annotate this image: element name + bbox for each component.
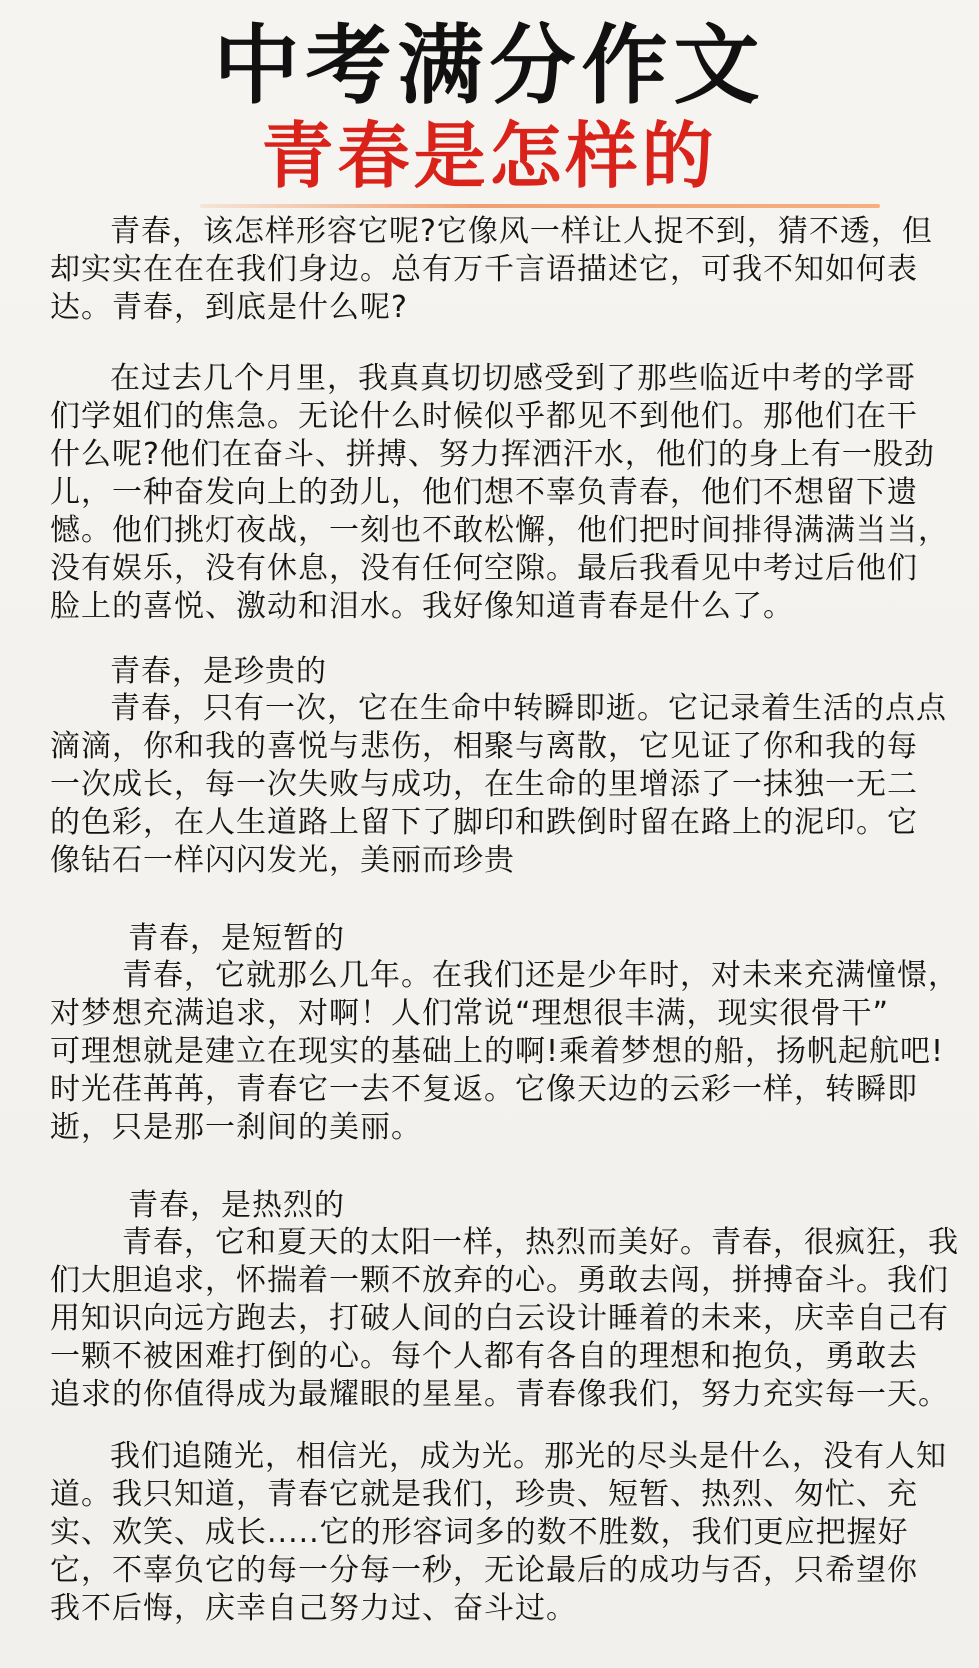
paragraph-line: 儿，一种奋发向上的劲儿，他们想不辜负青春，他们不想留下遗 <box>50 475 918 510</box>
intro-paragraph <box>50 213 933 327</box>
section-line: 像钻石一样闪闪发光，美丽而珍贵 <box>50 843 515 878</box>
page-title: 中考满分作文 <box>213 16 766 116</box>
section-line: 对梦想充满追求，对啊！人们常说“理想很丰满，现实很骨干” <box>50 996 890 1031</box>
paragraph-line: 脸上的喜悦、激动和泪水。我好像知道青春是什么了。 <box>50 589 794 624</box>
section-line: 一次成长，每一次失败与成功，在生命的里增添了一抹独一无二 <box>50 767 918 802</box>
section-body-short <box>50 957 959 1147</box>
section-heading-passionate: 青春，是热烈的 <box>128 1188 345 1223</box>
paragraph-line: 在过去几个月里，我真真切切感受到了那些临近中考的学哥 <box>110 361 916 396</box>
section-line: 一颗不被困难打倒的心。每个人都有各自的理想和抱负，勇敢去 <box>50 1339 918 1374</box>
section-line: 青春，它和夏天的太阳一样，热烈而美好。青春，很疯狂，我 <box>122 1225 959 1260</box>
section-line: 时光荏苒苒，青春它一去不复返。它像天边的云彩一样，转瞬即 <box>50 1072 918 1107</box>
section-line: 逝，只是那一刹间的美丽。 <box>50 1110 422 1145</box>
title-divider <box>200 204 880 208</box>
section-line: 可理想就是建立在现实的基础上的啊!乘着梦想的船，扬帆起航吧! <box>50 1034 945 1069</box>
section-body-passionate <box>50 1224 959 1414</box>
paragraph-line: 憾。他们挑灯夜战，一刻也不敢松懈，他们把时间排得满满当当， <box>50 513 949 548</box>
intro-line: 却实实在在在我们身边。总有万千言语描述它，可我不知如何表 <box>50 252 918 287</box>
conclusion-paragraph <box>50 1438 947 1628</box>
page-subtitle: 青春是怎样的 <box>261 114 718 198</box>
conclusion-line: 道。我只知道，青春它就是我们，珍贵、短暂、热烈、匆忙、充 <box>50 1477 918 1512</box>
conclusion-line: 实、欢笑、成长.....它的形容词多的数不胜数，我们更应把握好 <box>50 1515 909 1550</box>
paragraph-line: 们学姐们的焦急。无论什么时候似乎都见不到他们。那他们在干 <box>50 399 918 434</box>
section-line: 们大胆追求，怀揣着一颗不放弃的心。勇敢去闯，拼搏奋斗。我们 <box>50 1263 949 1298</box>
conclusion-line: 我们追随光，相信光，成为光。那光的尽头是什么，没有人知 <box>110 1439 947 1474</box>
paragraph-line: 什么呢?他们在奋斗、拼搏、努力挥洒汗水，他们的身上有一股劲 <box>50 437 935 472</box>
section-body-precious <box>50 690 947 880</box>
section-line: 追求的你值得成为最耀眼的星星。青春像我们，努力充实每一天。 <box>50 1377 949 1412</box>
section-line: 青春，它就那么几年。在我们还是少年时，对未来充满憧憬， <box>122 958 959 993</box>
conclusion-line: 它，不辜负它的每一分每一秒，无论最后的成功与否，只希望你 <box>50 1553 918 1588</box>
intro-line: 青春，该怎样形容它呢?它像风一样让人捉不到，猜不透，但 <box>110 214 933 249</box>
paragraph-line: 没有娱乐，没有休息，没有任何空隙。最后我看见中考过后他们 <box>50 551 918 586</box>
section-line: 滴滴，你和我的喜悦与悲伤，相聚与离散，它见证了你和我的每 <box>50 729 918 764</box>
intro-line: 达。青春，到底是什么呢? <box>50 290 408 325</box>
section-heading-short: 青春，是短暂的 <box>128 921 345 956</box>
paragraph-seniors <box>50 360 949 626</box>
section-heading-precious: 青春，是珍贵的 <box>110 654 327 689</box>
section-line: 的色彩，在人生道路上留下了脚印和跌倒时留在路上的泥印。它 <box>50 805 918 840</box>
section-line: 青春，只有一次，它在生命中转瞬即逝。它记录着生活的点点 <box>110 691 947 726</box>
section-line: 用知识向远方跑去，打破人间的白云设计睡着的未来，庆幸自己有 <box>50 1301 949 1336</box>
conclusion-line: 我不后悔，庆幸自己努力过、奋斗过。 <box>50 1591 577 1626</box>
